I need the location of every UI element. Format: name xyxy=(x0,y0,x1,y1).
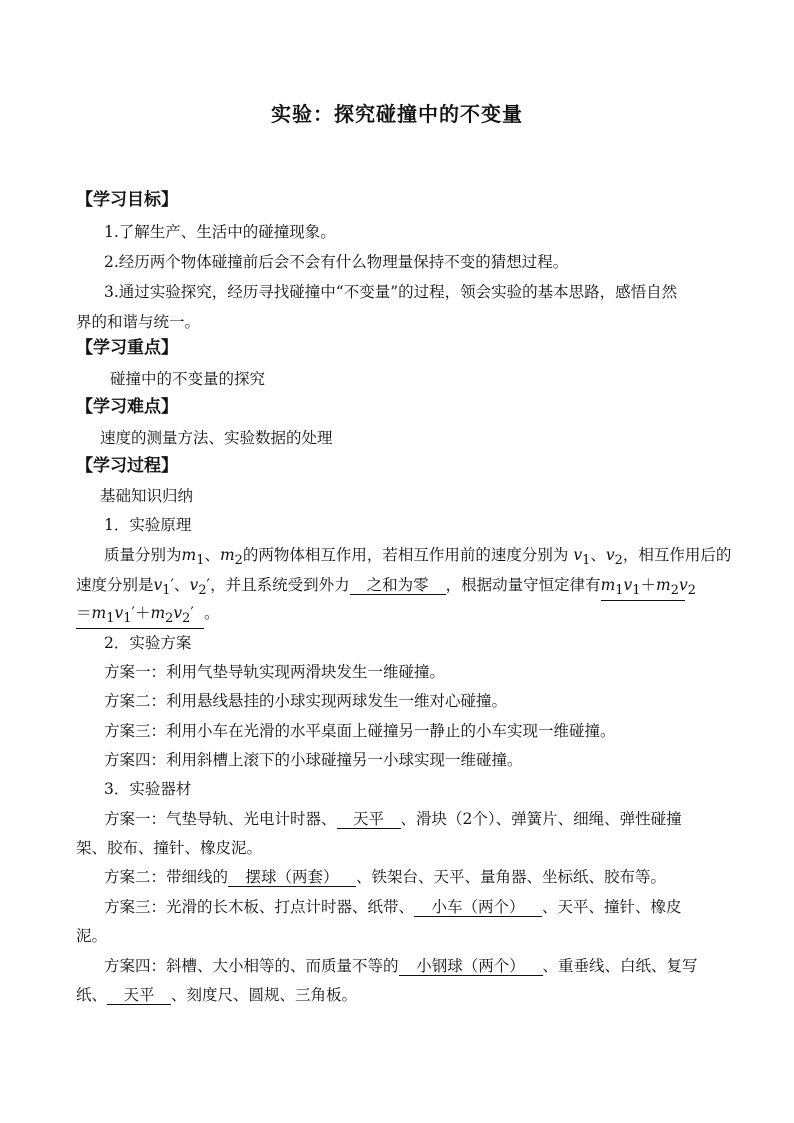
equipment-plan-4: 方案四：斜槽、大小相等的、而质量不等的 小钢球（两个） 、重垂线、白纸、复写 xyxy=(104,957,698,975)
equipment-plan-4-cont: 纸、 天平 、刻度尺、圆规、三角板。 xyxy=(76,986,358,1004)
equipment-plan-1-cont: 架、胶布、撞针、橡皮泥。 xyxy=(76,839,263,857)
blank-answer-carts: 小车（两个） xyxy=(414,898,542,917)
key-text: 碰撞中的不变量的探究 xyxy=(110,370,266,388)
equipment-plan-3: 方案三：光滑的长木板、打点计时器、纸带、 小车（两个） 、天平、撞针、橡皮 xyxy=(104,898,682,916)
difficulty-text: 速度的测量方法、实验数据的处理 xyxy=(100,429,333,447)
goal-item-3-cont: 界的和谐与统一。 xyxy=(76,313,201,331)
goal-item-2: 2.经历两个物体碰撞前后会不会有什么物理量保持不变的猜想过程。 xyxy=(104,253,569,271)
principle-line-3: $=m_1v_1'+m_2v_2'$ 。 xyxy=(76,603,220,629)
blank-answer-balance: 天平 xyxy=(337,810,401,829)
equipment-plan-2: 方案二：带细线的 摆球（两套） 、铁架台、天平、量角器、坐标纸、胶布等。 xyxy=(104,868,667,886)
principle-line-2: 速度分别是$v_1'$、$v_2'$，并且系统受到外力 之和为零 ，根据动量守恒定律有$m_1v_1+m_2v_2$ xyxy=(76,575,685,601)
plan-item-4: 方案四：利用斜槽上滚下的小球碰撞另一小球实现一维碰撞。 xyxy=(104,751,523,769)
plan-item-2: 方案二：利用悬线悬挂的小球实现两球发生一维对心碰撞。 xyxy=(104,692,508,710)
plan-item-1: 方案一：利用气垫导轨实现两滑块发生一维碰撞。 xyxy=(104,663,446,681)
blank-answer-balance-2: 天平 xyxy=(107,986,171,1005)
blank-answer-pendulum-balls: 摆球（两套） xyxy=(228,868,356,887)
blank-answer-steel-balls: 小钢球（两个） xyxy=(399,957,543,976)
goal-item-1: 1.了解生产、生活中的碰撞现象。 xyxy=(104,223,336,241)
goal-item-3: 3.通过实验探究，经历寻找碰撞中“不变量”的过程，领会实验的基本思路，感悟自然 xyxy=(104,283,678,301)
blank-answer-external-force: 之和为零 xyxy=(350,576,446,595)
equipment-title: 3．实验器材 xyxy=(104,780,192,798)
plan-title: 2．实验方案 xyxy=(104,634,192,652)
goals-heading: 【学习目标】 xyxy=(76,190,178,210)
blank-answer-momentum-lhs: $m_1v_1+m_2v_2$ xyxy=(601,576,685,601)
process-heading: 【学习过程】 xyxy=(76,456,178,476)
key-heading: 【学习重点】 xyxy=(76,338,178,358)
blank-answer-momentum-rhs: $=m_1v_1'+m_2v_2'$ xyxy=(76,604,204,629)
principle-title: 1．实验原理 xyxy=(104,516,192,534)
difficulty-heading: 【学习难点】 xyxy=(76,397,178,417)
principle-line-1: 质量分别为$m_1$、$m_2$的两物体相互作用，若相互作用前的速度分别为 $v_1$、$v_2$，相互作用后的 xyxy=(104,546,732,569)
page-title: 实验：探究碰撞中的不变量 xyxy=(271,102,523,126)
process-intro: 基础知识归纳 xyxy=(100,487,194,505)
plan-item-3: 方案三：利用小车在光滑的水平桌面上碰撞另一静止的小车实现一维碰撞。 xyxy=(104,722,616,740)
equipment-plan-3-cont: 泥。 xyxy=(76,927,108,945)
equipment-plan-1: 方案一：气垫导轨、光电计时器、 天平 、滑块（2个）、弹簧片、细绳、弹性碰撞 xyxy=(104,810,682,828)
